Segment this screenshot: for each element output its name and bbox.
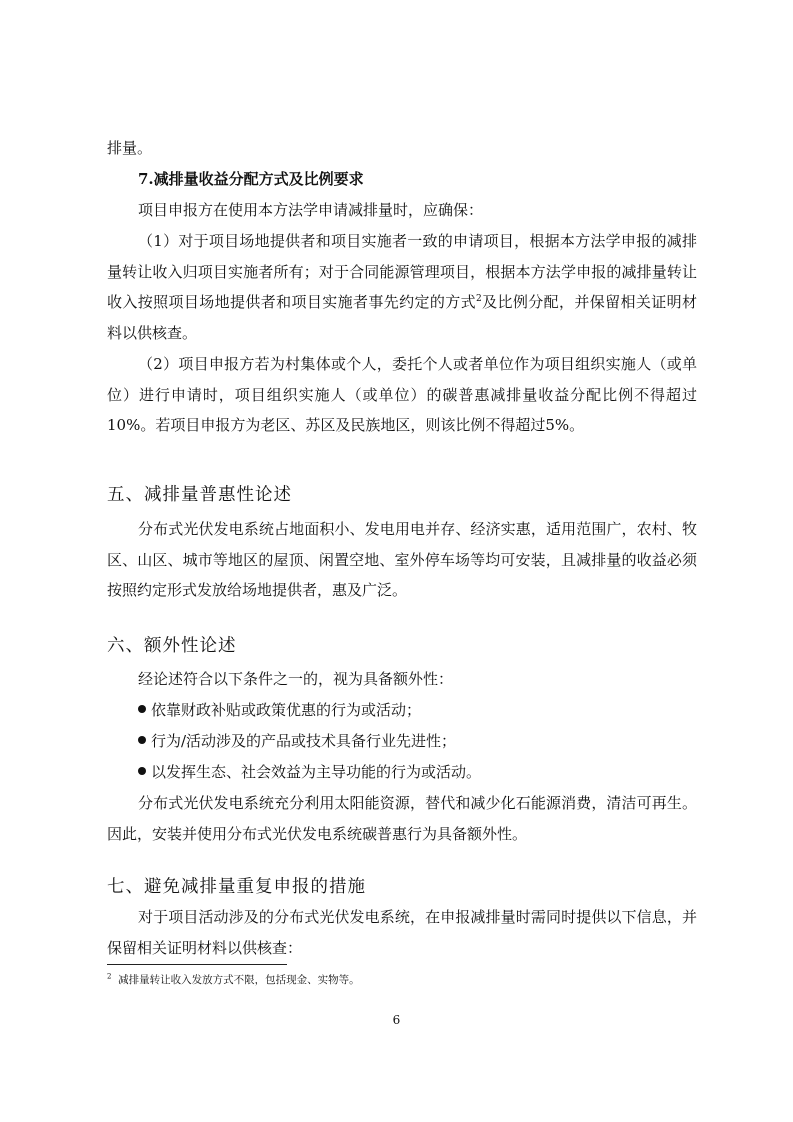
bullet-text: 行为/活动涉及的产品或技术具备行业先进性； <box>151 732 457 750</box>
section7-title: 7.减排量收益分配方式及比例要求 <box>138 170 364 188</box>
bullet-dot-icon <box>138 767 146 775</box>
bullet-item-2 <box>138 726 456 756</box>
para-6-end: 分布式光伏发电系统充分利用太阳能资源，替代和减少化石能源消费，清洁可再生。因此，安装并使用分布式光伏发电系统碳普惠行为具备额外性。 <box>107 794 697 843</box>
footnote-text: 减排量转让收入发放方式不限，包括现金、实物等。 <box>118 974 360 986</box>
para-1-text-a: （1）对于项目场地提供者和项目实施者一致的申请项目，根据本方法学申报的减排量转让收入归项目实施者所有；对于合同能源管理项目，根据本方法学申报的减排量转让收入按照项目场地提供者和项目实施者事先约定的方式 <box>107 232 697 311</box>
bullet-text: 依靠财政补贴或政策优惠的行为或活动； <box>151 701 422 719</box>
para-intro: 项目申报方在使用本方法学申请减排量时，应确保： <box>138 201 484 219</box>
para-5: 分布式光伏发电系统占地面积小、发电用电并存、经济实惠，适用范围广，农村、牧区、山区、城市等地区的屋顶、闲置空地、室外停车场等均可安装，且减排量的收益必须按照约定形式发放给场地提供者，惠及广泛。 <box>107 520 697 599</box>
bullet-text: 以发挥生态、社会效益为主导功能的行为或活动。 <box>151 763 482 781</box>
para-1 <box>107 226 697 348</box>
bullet-dot-icon <box>138 705 146 713</box>
footnote-divider <box>107 964 287 965</box>
para-2: （2）项目申报方若为村集体或个人，委托个人或者单位作为项目组织实施人（或单位）进行申请时，项目组织实施人（或单位）的碳普惠减排量收益分配比例不得超过10%。若项目申报方为老区、苏区及民族地区，则该比例不得超过5%。 <box>107 355 697 434</box>
para-1-text-b: 及比例分配，并保留相关证明材料以供核查。 <box>107 293 697 342</box>
top-line: 排量。 <box>107 139 153 157</box>
footnote <box>107 972 360 987</box>
para-6-intro: 经论述符合以下条件之一的，视为具备额外性： <box>138 670 454 688</box>
footnote-ref: 2 <box>476 294 482 304</box>
bullet-item-3 <box>138 757 481 787</box>
heading-section-5: 五、减排量普惠性论述 <box>107 485 292 505</box>
heading-section-6: 六、额外性论述 <box>107 636 237 656</box>
footnote-mark: 2 <box>107 972 112 981</box>
page-number: 6 <box>392 1013 401 1027</box>
bullet-dot-icon <box>138 736 146 744</box>
para-7: 对于项目活动涉及的分布式光伏发电系统，在申报减排量时需同时提供以下信息，并保留相关证明材料以供核查： <box>107 908 697 957</box>
heading-section-7: 七、避免减排量重复申报的措施 <box>107 877 366 897</box>
bullet-item-1 <box>138 695 421 725</box>
